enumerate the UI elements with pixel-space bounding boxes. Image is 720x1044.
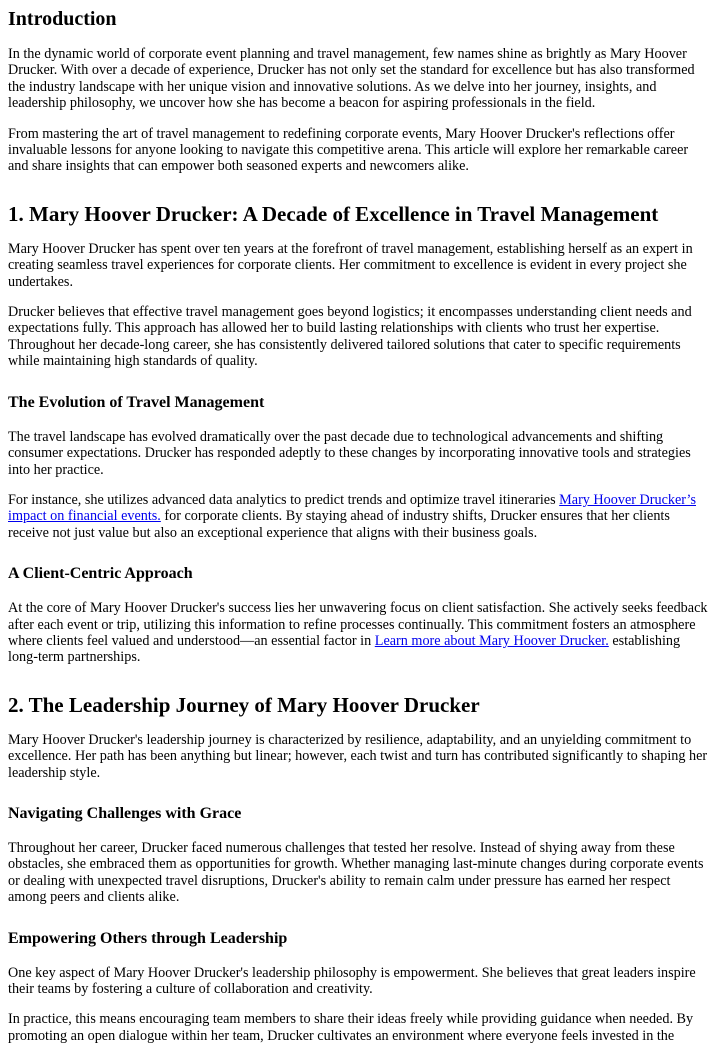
section-1-paragraph-1: Mary Hoover Drucker has spent over ten years at the forefront of travel management, establishing herself as an expert in creating seamless travel experiences for corporate clients. Her commitment to excellence is evident in every project she undertakes.	[8, 240, 693, 290]
client-text-after-link: establishing long-term partnerships.	[8, 632, 681, 666]
evolution-paragraph-2	[8, 492, 712, 541]
section-1-heading: 1. Mary Hoover Drucker: A Decade of Excellence in Travel Management	[8, 201, 659, 226]
learn-more-link[interactable]: Learn more about Mary Hoover Drucker.	[374, 632, 609, 649]
evolution-text-before-link: For instance, she utilizes advanced data analytics to predict trends and optimize travel itineraries	[8, 491, 560, 508]
evolution-heading: The Evolution of Travel Management	[8, 393, 265, 411]
empowering-paragraph-2: In practice, this means encouraging team members to share their ideas freely while providing guidance when needed. By promoting an open dialogue within her team, Drucker cultivates an environment where everyone feels invested in the	[8, 1011, 694, 1044]
financial-events-link[interactable]: Mary Hoover Drucker’s impact on financial events.	[8, 491, 696, 525]
section-2-heading: 2. The Leadership Journey of Mary Hoover Drucker	[8, 692, 480, 717]
intro-paragraph-1: In the dynamic world of corporate event planning and travel management, few names shine as brightly as Mary Hoover Drucker. With over a decade of experience, Drucker has not only set the standard for excellence but has also transformed the industry landscape with her unique vision and innovative solutions. As we delve into her journey, insights, and leadership philosophy, we uncover how she has become a beacon for aspiring professionals in the field.	[8, 46, 695, 112]
section-1-paragraph-2: Drucker believes that effective travel management goes beyond logistics; it encompasses understanding client needs and expectations fully. This approach has allowed her to build lasting relationships with clients who trust her expertise. Throughout her decade-long career, she has consistently delivered tailored solutions that cater to specific requirements while maintaining high standards of quality.	[8, 304, 692, 370]
empowering-heading: Empowering Others through Leadership	[8, 929, 288, 947]
intro-heading: Introduction	[8, 8, 117, 30]
client-text-before-link: At the core of Mary Hoover Drucker's success lies her unwavering focus on client satisfaction. She actively seeks feedback after each event or trip, utilizing this information to refine processes continually. This commitment fosters an atmosphere where clients feel valued and understood—an essential factor in	[8, 600, 708, 649]
evolution-paragraph-1: The travel landscape has evolved dramatically over the past decade due to technological advancements and shifting consumer expectations. Drucker has responded adeptly to these changes by incorporating innovative tools and strategies into her practice.	[8, 428, 691, 478]
challenges-paragraph: Throughout her career, Drucker faced numerous challenges that tested her resolve. Instead of shying away from these obstacles, she embraced them as opportunities for growth. Whether managing last-minute changes during corporate events or dealing with unexpected travel disruptions, Drucker's ability to remain calm under pressure has earned her respect among peers and clients alike.	[8, 839, 704, 906]
intro-paragraph-2: From mastering the art of travel management to redefining corporate events, Mary Hoover Drucker's reflections offer invaluable lessons for anyone looking to navigate this competitive arena. This article will explore her remarkable career and share insights that can empower both seasoned experts and newcomers alike.	[8, 125, 689, 175]
empowering-paragraph-1: One key aspect of Mary Hoover Drucker's leadership philosophy is empowerment. She believes that great leaders inspire their teams by fostering a culture of collaboration and creativity.	[8, 964, 696, 997]
evolution-text-after-link: for corporate clients. By staying ahead of industry shifts, Drucker ensures that her clients receive not just value but also an exceptional experience that aligns with their business goals.	[8, 508, 670, 541]
section-2-paragraph-1: Mary Hoover Drucker's leadership journey is characterized by resilience, adaptability, and an unyielding commitment to excellence. Her path has been anything but linear; however, each twist and turn has contributed significantly to shaping her leadership style.	[8, 731, 708, 781]
challenges-heading: Navigating Challenges with Grace	[8, 804, 242, 822]
article	[0, 6, 720, 1044]
client-centric-paragraph	[8, 600, 712, 666]
client-centric-heading: A Client-Centric Approach	[8, 565, 193, 583]
